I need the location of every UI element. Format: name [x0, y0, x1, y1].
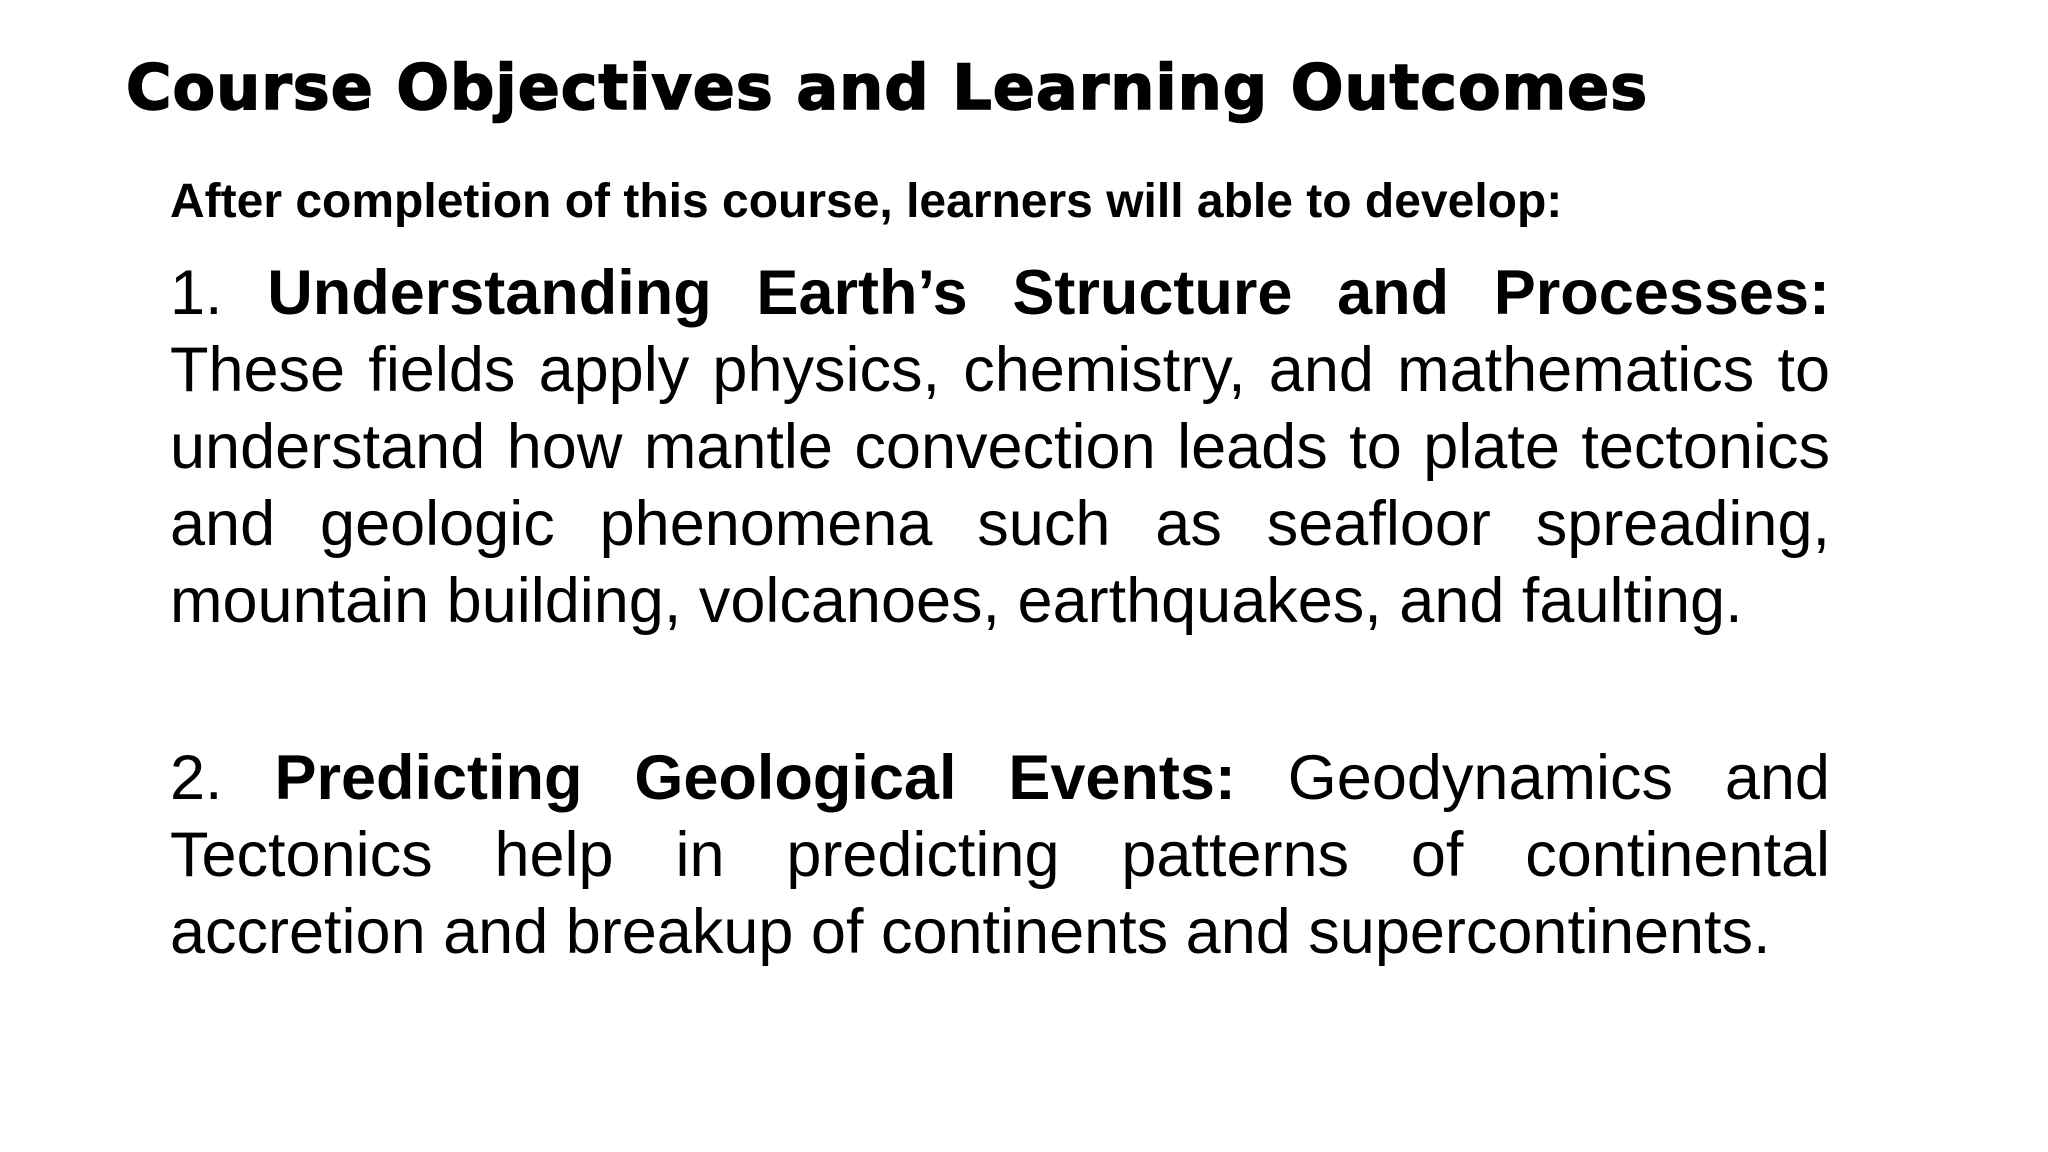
intro-text: After completion of this course, learners will able to develop:	[170, 175, 1563, 228]
objective-text: These fields apply physics, chemistry, and mathematics to understand how mantle convection leads to plate tectonics and geologic phenomena such as seafloor spreading, mountain building, volcanoes, earthquakes, and faulting.	[170, 335, 1830, 636]
objective-item-1	[170, 255, 1830, 640]
objective-number: 1.	[170, 258, 223, 328]
objective-number: 2.	[170, 743, 223, 813]
slide-title: Course Objectives and Learning Outcomes	[126, 51, 1649, 124]
objective-item-2	[170, 740, 1830, 971]
objective-text: Geodynamics and Tectonics help in predicting patterns of continental accretion and breakup of continents and supercontinents.	[170, 743, 1830, 967]
objective-heading: Predicting Geological Events:	[274, 743, 1236, 813]
objective-heading: Understanding Earth’s Structure and Processes:	[267, 258, 1830, 328]
